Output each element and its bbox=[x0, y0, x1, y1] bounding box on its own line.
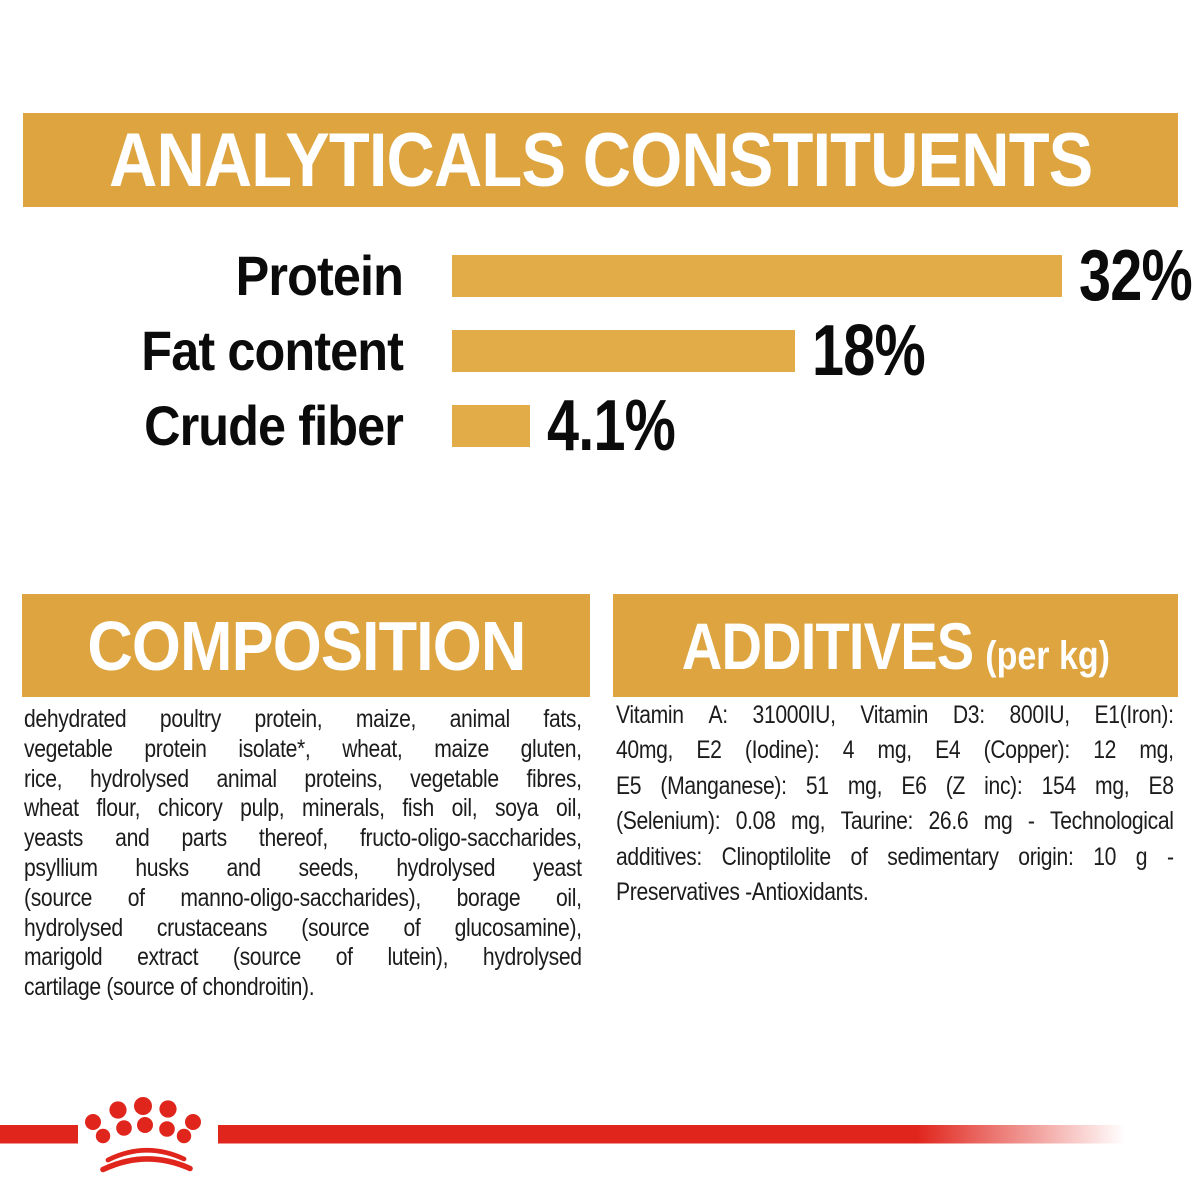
paragraph-line: vegetable protein isolate*, wheat, maize gluten, bbox=[24, 734, 582, 763]
chart-bar bbox=[452, 330, 795, 372]
composition-banner bbox=[22, 594, 590, 697]
chart-bar bbox=[452, 255, 1062, 297]
chart-row bbox=[0, 236, 1200, 316]
paragraph-line: additives: Clinoptilolite of sedimentary origin: 10 g - bbox=[616, 842, 1174, 871]
additives-title-row bbox=[681, 608, 1109, 684]
chart-category-label: Fat content bbox=[141, 319, 403, 382]
crown-dot bbox=[137, 1117, 153, 1133]
analytical-constituents-title: ANALYTICALS CONSTITUENTS bbox=[108, 117, 1093, 203]
chart-value-label: 18% bbox=[812, 311, 926, 391]
royal-canin-crown-logo bbox=[85, 1097, 201, 1170]
chart-category-label: Protein bbox=[235, 244, 403, 307]
crown-dot bbox=[96, 1129, 110, 1143]
crown-dot bbox=[109, 1101, 126, 1118]
additives-paragraph bbox=[616, 701, 1174, 913]
chart-category-label: Crude fiber bbox=[144, 394, 403, 457]
chart-value-label: 4.1% bbox=[547, 386, 676, 466]
chart-bar bbox=[452, 405, 530, 447]
footer-decoration bbox=[0, 1090, 1200, 1200]
chart-row bbox=[0, 311, 1200, 391]
paragraph-line: wheat flour, chicory pulp, minerals, fish oil, soya oil, bbox=[24, 794, 582, 823]
footer-red-band-left bbox=[0, 1125, 78, 1144]
crown-dot bbox=[85, 1114, 101, 1130]
paragraph-line: marigold extract (source of lutein), hydrolysed bbox=[24, 943, 582, 972]
crown-dot bbox=[159, 1100, 176, 1117]
paragraph-line: rice, hydrolysed animal proteins, vegetable fibres, bbox=[24, 764, 582, 793]
additives-banner bbox=[613, 594, 1178, 697]
crown-dot bbox=[185, 1114, 201, 1130]
crown-dot bbox=[177, 1129, 191, 1143]
paragraph-line: cartilage (source of chondroitin). bbox=[24, 973, 315, 1002]
footer-red-band-right bbox=[218, 1125, 1125, 1144]
crown-dot bbox=[159, 1121, 175, 1137]
analytical-constituents-chart bbox=[0, 0, 1200, 470]
paragraph-line: dehydrated poultry protein, maize, animal fats, bbox=[24, 705, 582, 733]
chart-value-label: 32% bbox=[1079, 236, 1192, 316]
paragraph-line: hydrolysed crustaceans (source of glucosamine), bbox=[24, 913, 582, 942]
crown-arc bbox=[103, 1159, 190, 1170]
composition-paragraph bbox=[24, 705, 582, 1003]
composition-title: COMPOSITION bbox=[86, 606, 526, 685]
additives-title: ADDITIVES bbox=[681, 608, 973, 683]
crown-dot bbox=[116, 1120, 132, 1136]
paragraph-line: 40mg, E2 (Iodine): 4 mg, E4 (Copper): 12 mg, bbox=[616, 736, 1174, 765]
additives-per-kg-label: (per kg) bbox=[984, 633, 1110, 678]
paragraph-line: yeasts and parts thereof, fructo-oligo-saccharides, bbox=[24, 824, 582, 853]
paragraph-line: (Selenium): 0.08 mg, Taurine: 26.6 mg - Technological bbox=[616, 807, 1174, 836]
crown-dot bbox=[134, 1097, 152, 1115]
chart-row bbox=[0, 386, 1200, 466]
paragraph-line: Preservatives -Antioxidants. bbox=[616, 877, 869, 906]
paragraph-line: psyllium husks and seeds, hydrolysed yeast bbox=[24, 853, 582, 882]
paragraph-line: (source of manno-oligo-saccharides), borage oil, bbox=[24, 883, 582, 912]
paragraph-line: E5 (Manganese): 51 mg, E6 (Z inc): 154 mg, E8 bbox=[616, 771, 1174, 800]
paragraph-line: Vitamin A: 31000IU, Vitamin D3: 800IU, E1(Iron): bbox=[616, 701, 1174, 729]
